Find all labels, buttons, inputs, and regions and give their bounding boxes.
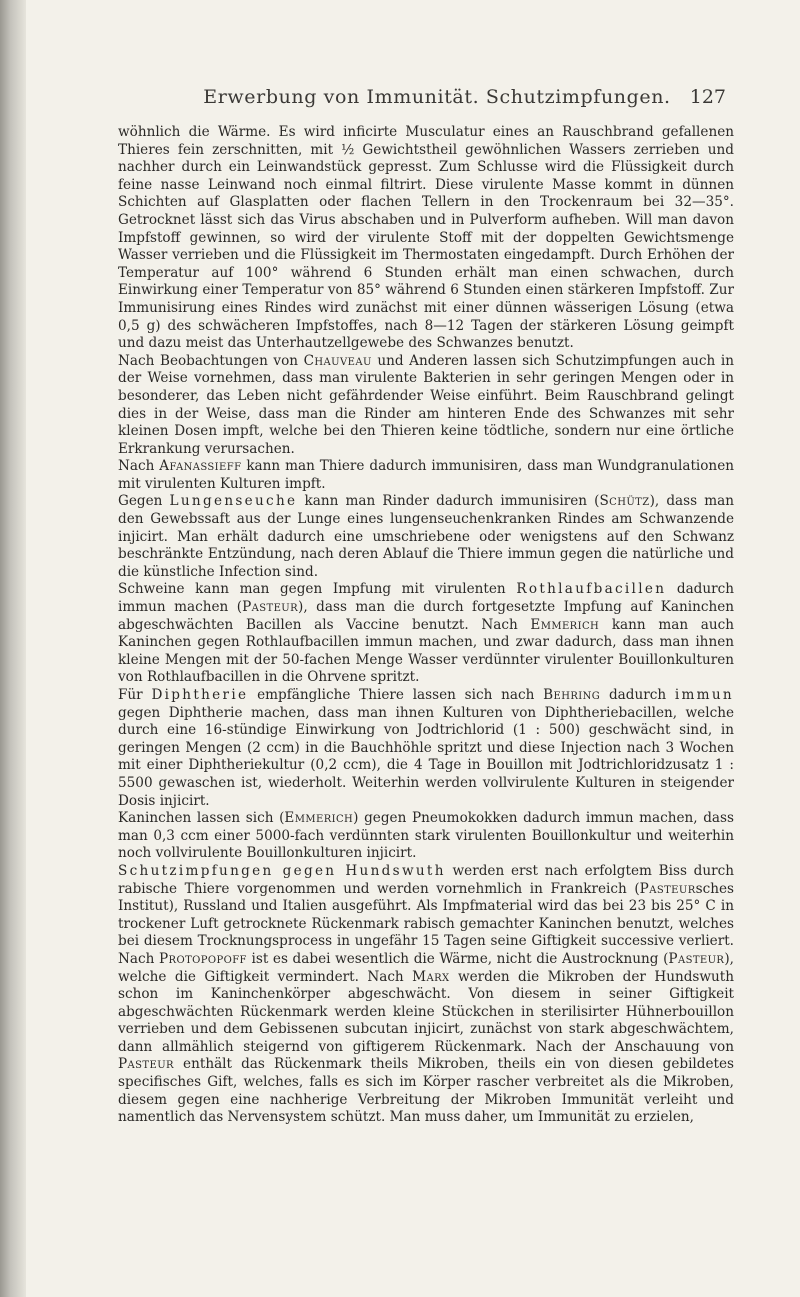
- text-run: ), dass man die durch fortgesetzte Impfung auf Kaninchen abgeschwächten Bacillen als Vaccine benutzt. Nach: [118, 599, 734, 633]
- author-name: Behring: [543, 687, 601, 703]
- text-run: Kaninchen lassen sich (: [118, 810, 285, 827]
- text-run: werden die Mikroben der Hundswuth schon im Kaninchenkörper abgeschwächt. Von diesem in seiner Giftigkeit abgeschwächten Rückenmark werden kleine Stückchen in sterilisirter Hühnerbouillon verrieben und dem Gebissenen subcutan injicirt, zunächst von stark abgeschwächtem, dann allmählich steigernd von giftigerem Rückenmark. Nach der Anschauung von: [118, 968, 734, 1055]
- page-edge-shadow: [0, 0, 26, 1297]
- paragraph: [118, 493, 734, 581]
- text-run: ), welche die Giftigkeit vermindert. Nach: [118, 950, 734, 985]
- text-run: kann man auch Kaninchen gegen Rothlaufbacillen immun machen, und zwar dadurch, dass man ihnen kleine Mengen mit der 50-fachen Menge Wasser verdünnter virulenter Bouillonkulturen von Rothlaufbacillen in die Ohrvene spritzt.: [118, 616, 734, 686]
- author-name: Pasteur: [242, 599, 299, 616]
- body-text: [118, 124, 734, 1127]
- author-name: Emmerich: [284, 810, 354, 827]
- emphasized-term: Rothlaufbacillen: [516, 581, 667, 598]
- text-run: Schweine kann man gegen Impfung mit virulenten: [118, 581, 517, 598]
- text-run: Nach: [118, 458, 160, 475]
- text-run: dadurch: [600, 687, 675, 703]
- page-number: 127: [689, 86, 726, 108]
- paragraph: [118, 581, 734, 687]
- emphasized-term: immun: [674, 687, 734, 703]
- author-name: Protopopoff: [159, 950, 247, 967]
- emphasized-term: Diphtherie: [151, 687, 249, 703]
- text-run: empfängliche Thiere lassen sich nach: [248, 687, 544, 703]
- paragraph: [118, 124, 734, 353]
- author-name: Afanassieff: [159, 458, 242, 475]
- text-run: wöhnlich die Wärme. Es wird inficirte Musculatur eines an Rauschbrand gefallenen Thieres fein zerschnitten, mit ½ Gewichtstheil gewöhnlichen Wassers zerrieben und nachher durch ein Leinwandstück gepresst. Zum Schlusse wird die Flüssigkeit durch feine nasse Leinwand noch einmal filtrirt. Diese virulente Masse kommt in dünnen Schichten auf Glasplatten oder flachen Tellern in den Trockenraum bei 32—35°. Getrocknet lässt sich das Virus abschaben und in Pulverform aufheben. Will man davon Impfstoff gewinnen, so wird der virulente Stoff mit der doppelten Gewichtsmenge Wasser verrieben und die Flüssigkeit im Thermostaten eingedampft. Durch Erhöhen der Temperatur auf 100° während 6 Stunden erhält man einen schwachen, durch Einwirkung einer Temperatur von 85° während 6 Stunden einen stärkeren Impfstoff. Zur Immunisirung eines Rindes wird zunächst mit einer dünnen wässerigen Lösung (etwa 0,5 g) des schwächeren Impfstoffes, nach 8—12 Tagen der stärkeren Lösung geimpft und dazu meist das Unterhautzellgewebe des Schwanzes benutzt.: [118, 124, 734, 352]
- author-name: Marx: [412, 968, 450, 985]
- text-run: Gegen: [118, 493, 170, 510]
- page-header: [148, 86, 726, 116]
- author-name: Pasteur: [118, 1056, 174, 1073]
- text-run: werden erst nach erfolgtem Biss durch rabische Thiere vorgenommen und werden vornehmlich in Frankreich (: [118, 862, 735, 897]
- text-run: ), dass man den Gewebssaft aus der Lunge eines lungenseuchenkranken Rindes am Schwanzende injicirt. Man erhält dadurch eine umschriebene oder wenigstens auf den Schwanz beschränkte Entzündung, nach deren Ablauf die Thiere immun gegen die natürliche und die künstliche Infection sind.: [118, 493, 734, 580]
- paragraph: [118, 810, 734, 863]
- paragraph: [118, 458, 734, 493]
- text-run: und Anderen lassen sich Schutzimpfungen auch in der Weise vornehmen, dass man virulente Bakterien in sehr geringen Mengen oder in besonderer, das Leben nicht gefährdender Weise einführt. Beim Rauschbrand gelingt dies in der Weise, dass man die Rinder am hinteren Ende des Schwanzes mit sehr kleinen Dosen impft, welche bei den Thieren keine tödtliche, sondern nur eine örtliche Erkrankung verursachen.: [118, 352, 734, 457]
- author-name: Pasteur: [668, 950, 725, 967]
- emphasized-term: Lungenseuche: [169, 493, 298, 510]
- text-run: ist es dabei wesentlich die Wärme, nicht die Austrocknung (: [246, 950, 669, 967]
- running-title: Erwerbung von Immunität. Schutzimpfungen.: [203, 86, 671, 108]
- emphasized-term: Schutzimpfungen gegen Hundswuth: [118, 862, 446, 879]
- paragraph: [118, 863, 734, 1127]
- text-run: kann man Rinder dadurch immunisiren (: [297, 493, 600, 510]
- text-run: ) gegen Pneumokokken dadurch immun machen, dass man 0,3 ccm einer 5000-fach verdünnten stark virulenten Bouillonkultur und weiterhin noch vollvirulente Bouillonkulturen injicirt.: [118, 810, 734, 862]
- paragraph: [118, 353, 734, 459]
- author-name: Chauveau: [303, 352, 372, 369]
- text-run: dadurch immun machen (: [118, 581, 735, 616]
- paragraph: [118, 687, 734, 810]
- text-run: sches Institut), Russland und Italien ausgeführt. Als Impfmaterial wird das bei 23 bis 25° C in trockener Luft getrocknete Rückenmark rabisch gemachter Kaninchen benutzt, welches bei diesem Trocknungsprocess in ungefähr 15 Tagen seine Giftigkeit successive verliert. Nach: [118, 880, 734, 967]
- text-run: Nach Beobachtungen von: [118, 352, 304, 369]
- author-name: Schütz: [599, 493, 650, 510]
- text-run: Für: [118, 687, 152, 703]
- author-name: Emmerich: [530, 616, 600, 633]
- text-run: gegen Diphtherie machen, dass man ihnen Kulturen von Diphtheriebacillen, welche durch eine 16-stündige Einwirkung von Jodtrichlorid (1 : 500) geschwächt sind, in geringen Mengen (2 ccm) in die Bauchhöhle spritzt und diese Injection nach 3 Wochen mit einer Diphtheriekultur (0,2 ccm), die 4 Tage in Bouillon mit Jodtrichloridzusatz 1 : 5500 gewaschen ist, wiederholt. Weiterhin werden vollvirulente Kulturen in steigender Dosis injicirt.: [118, 704, 734, 809]
- author-name: Pasteur: [639, 880, 696, 897]
- text-run: kann man Thiere dadurch immunisiren, dass man Wundgranulationen mit virulenten Kulturen impft.: [118, 458, 734, 492]
- text-run: enthält das Rückenmark theils Mikroben, theils ein von diesen gebildetes specifisches Gift, welches, falls es sich im Körper rascher verbreitet als die Mikroben, diesem gegen eine nachherige Verbreitung der Mikroben Immunität verleiht und namentlich das Nervensystem schützt. Man muss daher, um Immunität zu erzielen,: [118, 1056, 734, 1126]
